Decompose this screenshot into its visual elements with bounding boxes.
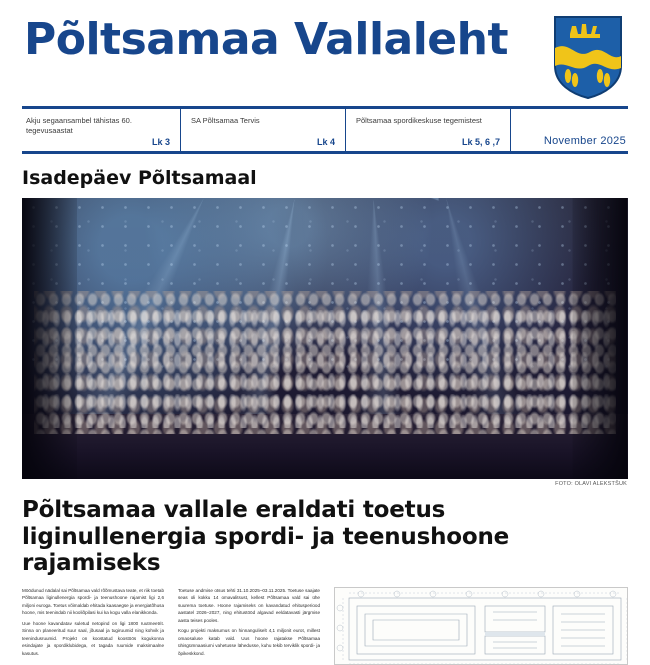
issue-date: November 2025 xyxy=(510,109,628,151)
paragraph: Kogu projekti maksumus on hinnanguliselt 4,1 miljonit eurot, millest omaosaluse katab vald. Uus hoone rajatakse Põltsamaa ühisgümnaasiumi vahetusse lähedusse, kuhu tekib terviklik spordi- ja õpikeskkond. xyxy=(178,628,320,656)
newspaper-title: Põltsamaa Vallaleht xyxy=(24,14,508,65)
teaser-item-1[interactable] xyxy=(22,109,180,151)
floor-plan-drawing xyxy=(334,587,628,665)
masthead xyxy=(22,0,628,100)
photo-vignette-left xyxy=(22,198,77,479)
teaser-text: SA Põltsamaa Tervis xyxy=(191,116,260,125)
teaser-item-2[interactable] xyxy=(180,109,345,151)
paragraph: Möödunud nädalal sai Põltsamaa vald rõõmustava teate, et riik toetab Põltsamaa liginullenergia spordi- ja teenushoone rajamist ligi 2,6 miljoni euroga. Toetus võimaldab ehitada kaasaegse ja energiatõhusa hoone, mis teenindab nii kooliõpilasi kui ka kogu valla elanikkonda. xyxy=(22,588,164,616)
teaser-page-ref: Lk 3 xyxy=(151,137,170,147)
teaser-bar xyxy=(22,109,628,154)
article-column-1 xyxy=(22,587,164,660)
photo-credit: FOTO: OLAVI ALEKSTŠUK xyxy=(555,481,627,487)
article-column-2 xyxy=(178,587,320,660)
coat-of-arms-icon xyxy=(552,14,624,100)
teaser-page-ref: Lk 4 xyxy=(316,137,335,147)
article-body xyxy=(22,587,628,665)
section-title: Isadepäev Põltsamaal xyxy=(22,167,257,189)
lead-photo-block xyxy=(22,198,628,487)
paragraph: Uue hoone kavandatav suletud netopind on ligi 1800 ruutmeetrit. Sinna on planeeritud suur saal, jõusaal ja tugiruumid ning kohvik ja teenindusruumid. Projekt on koostatud koostöös kogukonna esindajate ja spordiklubidega, et tagada ruumide maksimaalne kasutus. xyxy=(22,620,164,656)
isadepaev-concert-group-photo xyxy=(22,198,628,479)
paragraph: Toetuse andmise otsus tehti 31.10.2025–03.11.2025. Toetuse saajate seas oli kokku 14 omavalitsust, kellest Põltsamaa vald sai ühe suurema toetuse. Hoone rajamiseks on kavandatud ehitusperiood aastatel 2026–2027, ning ehitustööd algavad eeldatavasti järgmise aasta teises pooles. xyxy=(178,588,320,623)
teaser-item-3[interactable] xyxy=(345,109,510,151)
photo-vignette-right xyxy=(573,198,628,479)
photo-crowd-front xyxy=(40,310,610,428)
teaser-page-ref: Lk 5, 6 ,7 xyxy=(461,137,500,147)
article-headline: Põltsamaa vallale eraldati toetus liginullenergia spordi- ja teenushoone rajamiseks xyxy=(22,497,510,577)
teaser-text: Akju segaansambel tähistas 60. tegevusaastat xyxy=(26,116,132,136)
teaser-text: Põltsamaa spordikeskuse tegemistest xyxy=(356,116,482,125)
